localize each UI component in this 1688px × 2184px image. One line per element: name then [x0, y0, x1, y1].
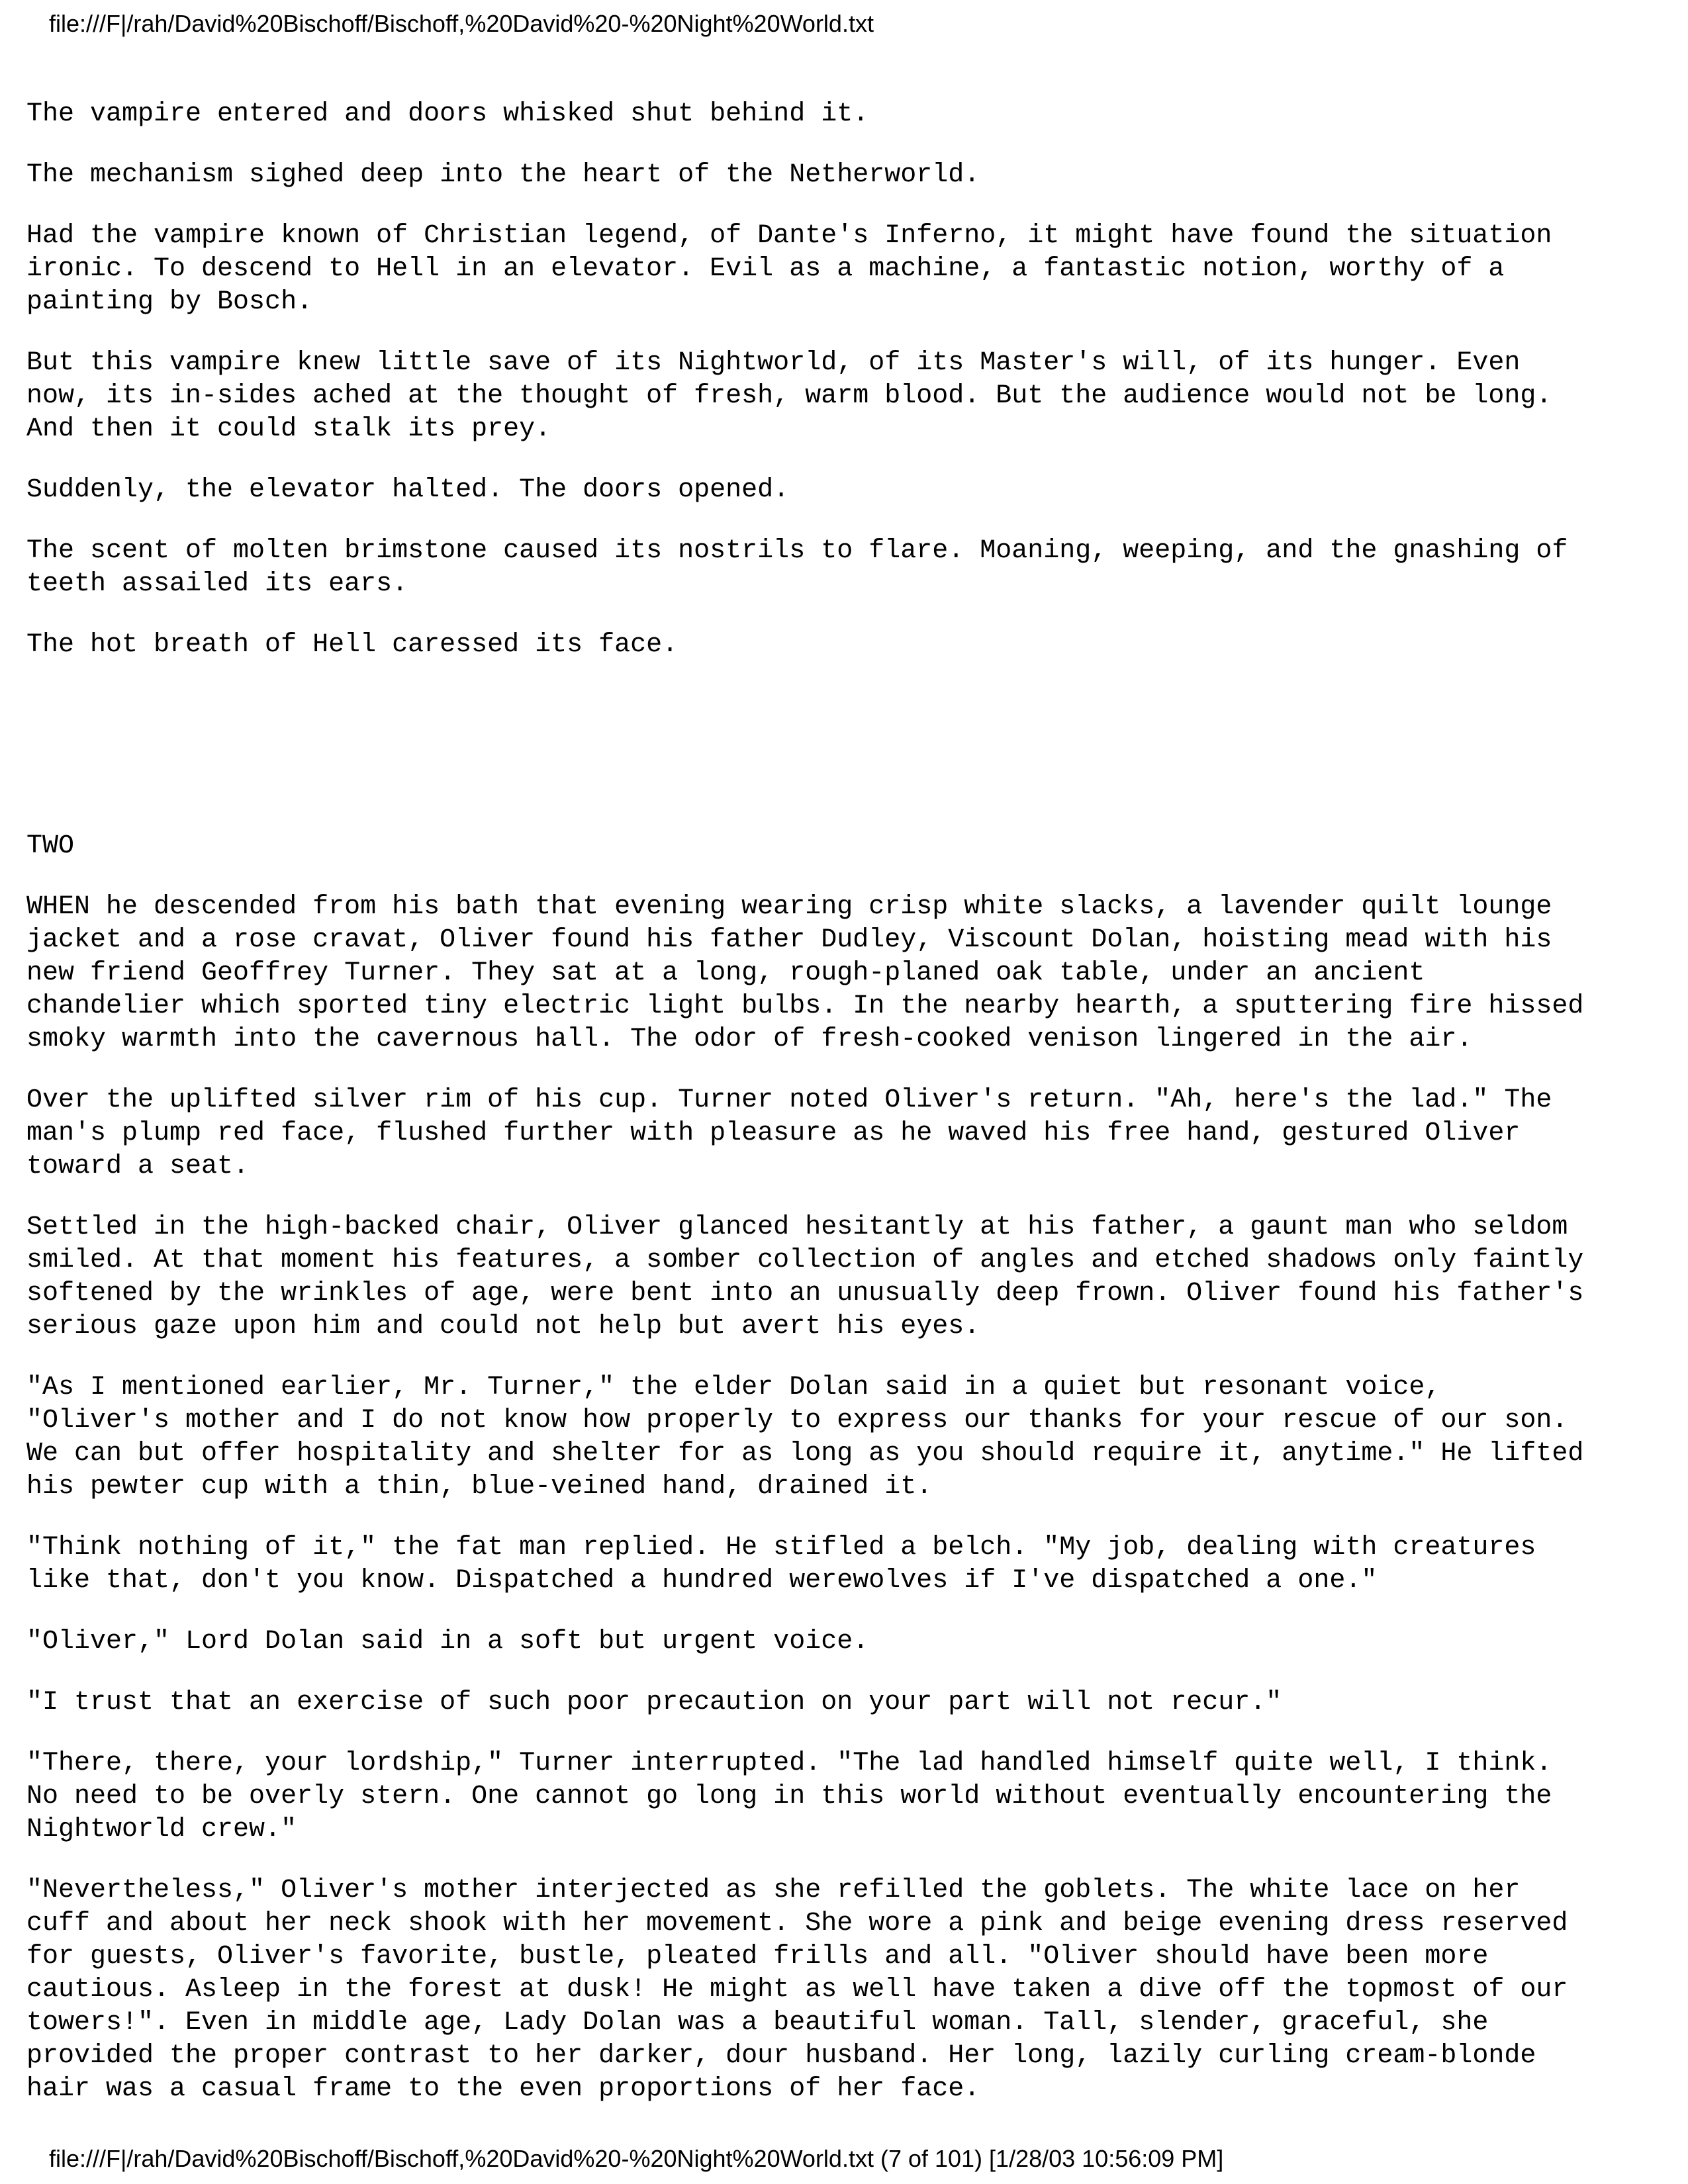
paragraph: "Oliver," Lord Dolan said in a soft but urgent voice. — [26, 1627, 869, 1657]
page-header-file-path: file:///F|/rah/David%20Bischoff/Bischoff,%20David%20-%20Night%20World.txt — [49, 10, 874, 37]
paragraph: The vampire entered and doors whisked shut behind it. — [26, 99, 869, 129]
paragraph: "Nevertheless," Oliver's mother interjected as she refilled the goblets. The white lace on her cuff and about her neck shook with her movement. She wore a pink and beige evening dress reserved for guests, Oliver's favorite, bustle, pleated frills and all. "Oliver should have been more cautious. Asleep in the forest at dusk! He might as well have taken a dive off the topmost of our towers!". Even in middle age, Lady Dolan was a beautiful woman. Tall, slender, graceful, she provided the proper contrast to her darker, dour husband. Her long, lazily curling cream-blonde hair was a casual frame to the even proportions of her face. — [26, 1876, 1568, 2104]
paragraph: WHEN he descended from his bath that evening wearing crisp white slacks, a lavender quilt lounge jacket and a rose cravat, Oliver found his father Dudley, Viscount Dolan, hoisting mead with his new friend Geoffrey Turner. They sat at a long, rough-planed oak table, under an ancient chandelier which sported tiny electric light bulbs. In the nearby hearth, a sputtering fire hissed smoky warmth into the cavernous hall. The odor of fresh-cooked venison lingered in the air. — [26, 892, 1584, 1054]
paragraph: "As I mentioned earlier, Mr. Turner," the elder Dolan said in a quiet but resonant voice, "Oliver's mother and I do not know how properly to express our thanks for your rescue of our son. We can but offer hospitality and shelter for as long as you should require it, anytime." He lifted his pewter cup with a thin, blue-veined hand, drained it. — [26, 1373, 1584, 1502]
paragraph: The hot breath of Hell caressed its face. — [26, 630, 679, 660]
document-text — [26, 98, 1668, 2134]
paragraph: But this vampire knew little save of its Nightworld, of its Master's will, of its hunger. Even now, its in-sides ached at the thought of fresh, warm blood. But the audience would not be long. And then it could stalk its prey. — [26, 348, 1552, 444]
chapter-heading: TWO — [26, 831, 75, 861]
paragraph: The mechanism sighed deep into the heart of the Netherworld. — [26, 160, 980, 190]
paragraph: "There, there, your lordship," Turner interrupted. "The lad handled himself quite well, I think. No need to be overly stern. One cannot go long in this world without eventually encountering the Nightworld crew." — [26, 1749, 1552, 1844]
paragraph: Over the uplifted silver rim of his cup. Turner noted Oliver's return. "Ah, here's the lad." The man's plump red face, flushed further with pleasure as he waved his free hand, gestured Oliver toward a seat. — [26, 1085, 1552, 1181]
paragraph: The scent of molten brimstone caused its nostrils to flare. Moaning, weeping, and the gnashing of teeth assailed its ears. — [26, 536, 1568, 599]
paragraph: Settled in the high-backed chair, Oliver glanced hesitantly at his father, a gaunt man who seldom smiled. At that moment his features, a somber collection of angles and etched shadows only faintly softened by the wrinkles of age, were bent into an unusually deep frown. Oliver found his father's serious gaze upon him and could not help but avert his eyes. — [26, 1212, 1584, 1342]
paragraph: "Think nothing of it," the fat man replied. He stifled a belch. "My job, dealing with creatures like that, don't you know. Dispatched a hundred werewolves if I've dispatched a one." — [26, 1533, 1536, 1596]
section-gap — [26, 690, 1668, 830]
page-footer-file-path: file:///F|/rah/David%20Bischoff/Bischoff,%20David%20-%20Night%20World.txt (7 of 101) [1/28/03 10:56:09 PM] — [49, 2145, 1224, 2172]
paragraph: Had the vampire known of Christian legend, of Dante's Inferno, it might have found the situation ironic. To descend to Hell in an elevator. Evil as a machine, a fantastic notion, worthy of a painting by Bosch. — [26, 221, 1552, 317]
paragraph: Suddenly, the elevator halted. The doors opened. — [26, 475, 790, 505]
paragraph: "I trust that an exercise of such poor precaution on your part will not recur." — [26, 1688, 1282, 1717]
